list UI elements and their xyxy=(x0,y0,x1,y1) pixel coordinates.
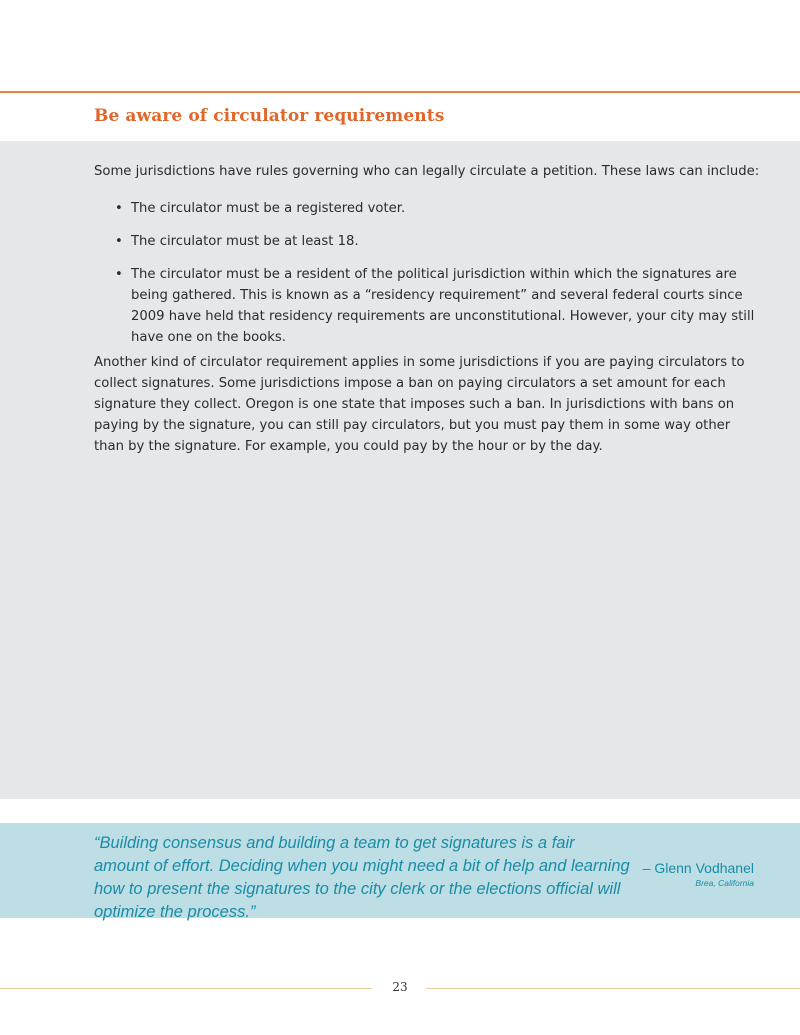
requirements-list xyxy=(115,198,765,360)
payment-paragraph: Another kind of circulator requirement applies in some jurisdictions if you are paying circulators to collect signatures. Some jurisdictions impose a ban on paying circulators a set amount for each signature they collect. Oregon is one state that imposes such a ban. In jurisdictions with bans on paying by the signature, you can still pay circulators, but you must pay them in some way other than by the signature. For example, you could pay by the hour or by the day. xyxy=(94,355,745,454)
quote-location: Brea, California xyxy=(695,878,754,888)
quote-author: – Glenn Vodhanel xyxy=(642,860,754,876)
pull-quote: “Building consensus and building a team to get signatures is a fair amount of effort. Deciding when you might need a bit of help and learning how to present the signatures to the city clerk or the elections official will optimize the process.” xyxy=(94,834,630,921)
intro-paragraph: Some jurisdictions have rules governing who can legally circulate a petition. These laws can include: xyxy=(94,164,760,179)
section-title: Be aware of circulator requirements xyxy=(94,106,445,126)
footer-rule-left xyxy=(0,988,372,989)
list-item: • The circulator must be a registered voter. xyxy=(115,198,765,219)
top-divider-rule xyxy=(0,91,800,93)
list-item: • The circulator must be at least 18. xyxy=(115,231,765,252)
footer-rule-right xyxy=(426,988,800,989)
list-item: • The circulator must be a resident of the political jurisdiction within which the signatures are being gathered. This is known as a “residency requirement” and several federal courts since 2009 have held that residency requirements are unconstitutional. However, your city may still have one on the books. xyxy=(115,264,765,348)
page-number: 23 xyxy=(392,980,408,994)
